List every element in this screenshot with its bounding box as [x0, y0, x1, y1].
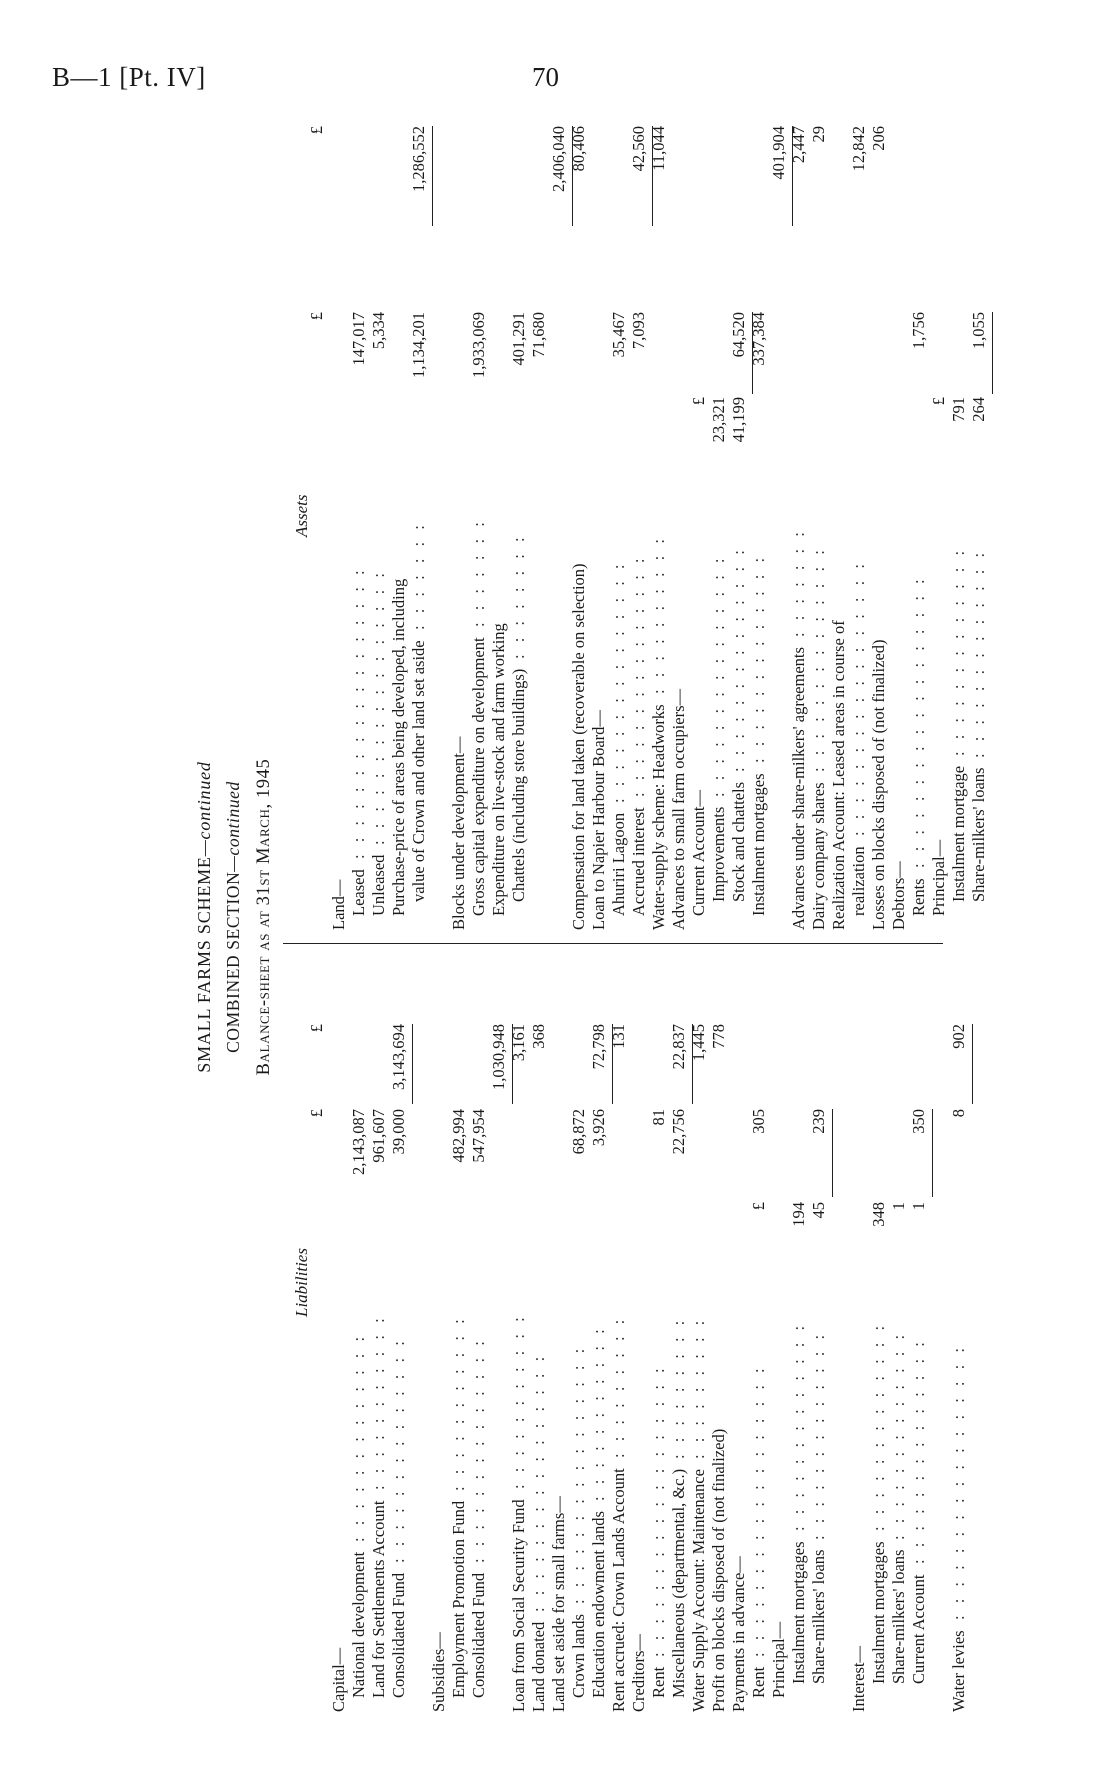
liab-label: Profit on blocks disposed of (not finalized)	[709, 1428, 728, 1712]
asset-label: Rents	[909, 878, 928, 916]
balance-sheet	[194, 122, 988, 1712]
liab-amount-c3: 22,837	[669, 1024, 688, 1070]
asset-label: Chattels (including store buildings)	[509, 668, 528, 902]
asset-amount-c2: 1,933,069	[469, 312, 488, 378]
asset-row	[831, 122, 851, 1712]
asset-leader-dots: : : : : : : : : : : : : : : : : :	[369, 569, 388, 845]
liab-currency-c3: £	[307, 1024, 326, 1033]
liab-leader-dots: : : : : : : : : : : : : :	[869, 1321, 888, 1531]
asset-label: Unleased	[369, 854, 388, 916]
asset-row	[491, 122, 511, 1712]
liab-label: Instalment mortgages	[869, 1541, 888, 1684]
liab-leader-dots: : : : : : : : : : : : : : : : :	[569, 1344, 588, 1604]
asset-amount-c4: 401,904	[769, 126, 788, 180]
asset-label: Instalment mortgages	[749, 773, 768, 916]
liab-leader-dots: : : : : : : : : : : : : : : : : : :	[749, 1364, 768, 1657]
asset-label: Dairy company shares	[809, 782, 828, 930]
liab-leader-dots: : : : : : : : : : : : : : : : :	[529, 1352, 548, 1612]
asset-currency-c2: £	[307, 312, 326, 321]
liab-label: Miscellaneous (departmental, &c.)	[669, 1468, 688, 1698]
liab-amount-c2: 305	[749, 1109, 768, 1134]
asset-row	[911, 122, 931, 1712]
asset-leader-dots: : : : : : : : :	[509, 533, 528, 659]
liab-leader-dots: : : : : : : : : : : :	[369, 1314, 388, 1490]
asset-row	[931, 122, 951, 1712]
liab-leader-dots: : : : : : : : : : : : : : : : : : :	[649, 1364, 668, 1657]
asset-label: Land—	[329, 879, 348, 930]
asset-leader-dots: : : : : : : : : : : : : : : : : :	[849, 560, 868, 836]
asset-row	[431, 122, 451, 1712]
asset-row	[511, 122, 531, 1712]
liab-amount-c2: 547,954	[469, 1109, 488, 1163]
asset-label: Improvements	[709, 806, 728, 902]
asset-row	[751, 122, 771, 1712]
asset-row	[391, 122, 411, 1712]
liab-label: Instalment mortgages	[789, 1541, 808, 1684]
asset-leader-dots: : : : : : : : : : : : : :	[749, 553, 768, 763]
liab-leader-dots: : : : : : : : : : : : : : : : : :	[949, 1344, 968, 1620]
asset-leader-dots: : : : : : : : : : :	[649, 535, 668, 694]
liab-leader-dots: : : : : : : : : : : :	[449, 1315, 468, 1491]
liab-leader-dots: : : : : : : : : :	[689, 1316, 708, 1459]
asset-leader-dots: : : : : : : : : : : : : : : :	[629, 554, 648, 797]
scheme-title-text: SMALL FARMS SCHEME	[194, 856, 214, 1073]
asset-label: Loan to Napier Harbour Board—	[589, 710, 608, 930]
asset-label: Compensation for land taken (recoverable on selection)	[569, 563, 588, 930]
section-title	[225, 122, 243, 1712]
asset-label: realization	[849, 846, 868, 916]
liab-label: Capital—	[329, 1647, 348, 1712]
asset-amount-c1: 23,321	[709, 397, 728, 443]
liab-label: Education endowment lands	[589, 1511, 608, 1698]
asset-amount-c2: 64,520	[729, 312, 748, 358]
page-number: 70	[532, 62, 559, 92]
asset-label: Leased	[349, 869, 368, 916]
asset-label: Principal—	[929, 839, 948, 916]
asset-amount-c4: 12,842	[849, 126, 868, 172]
liab-amount-c3: 902	[949, 1024, 968, 1049]
liab-label: Current Account	[909, 1574, 928, 1684]
asset-label: Advances under share-milkers' agreements	[789, 647, 808, 930]
asset-label: Realization Account: Leased areas in course of	[829, 620, 848, 930]
asset-amount-c1: 264	[969, 397, 988, 422]
liab-label: Interest—	[849, 1646, 868, 1712]
liab-amount-c2: 961,607	[369, 1109, 388, 1163]
asset-row	[951, 122, 971, 1712]
asset-amount-c4: 42,560	[629, 126, 648, 172]
asset-leader-dots: : : : : : : :	[469, 518, 488, 627]
asset-leader-dots: : : : : : : : : : : : : :	[969, 548, 988, 758]
liab-amount-c3: 3,161	[509, 1024, 528, 1062]
liab-leader-dots: : : : : : : : : :	[669, 1316, 688, 1459]
asset-amount-c2: 7,093	[629, 312, 648, 350]
asset-row	[691, 122, 711, 1712]
asset-row	[371, 122, 391, 1712]
liab-amount-c1: 348	[869, 1202, 888, 1227]
liab-label: National development	[349, 1551, 368, 1698]
report-reference: B—1 [Pt. IV]	[52, 62, 206, 92]
scheme-title-suffix: —continued	[194, 761, 214, 857]
asset-row	[711, 122, 731, 1712]
liab-currency-c2: £	[307, 1109, 326, 1118]
asset-row	[411, 122, 431, 1712]
asset-amount-c2: 1,756	[909, 312, 928, 350]
asset-row	[631, 122, 651, 1712]
liab-label: Employment Promotion Fund	[449, 1500, 468, 1698]
liab-amount-c3: 1,030,948	[489, 1024, 508, 1090]
liab-label: Land donated	[529, 1621, 548, 1712]
section-title-suffix: —continued	[223, 781, 243, 872]
liab-label: Principal—	[769, 1621, 788, 1698]
balance-sheet-title: Balance-sheet as at 31st March, 1945	[254, 758, 274, 1076]
asset-row	[531, 122, 551, 1712]
liab-amount-c2: 8	[949, 1109, 968, 1118]
asset-row	[871, 122, 891, 1712]
liab-amount-c2: 3,926	[589, 1109, 608, 1147]
asset-amount-c1: 791	[949, 397, 968, 422]
liab-label: Water Supply Account: Maintenance	[689, 1469, 708, 1712]
asset-amount-c2: 5,334	[369, 312, 388, 350]
asset-row	[671, 122, 691, 1712]
asset-row	[811, 122, 831, 1712]
liab-leader-dots: : : : : : : : : : : : : : :	[389, 1337, 408, 1563]
liab-amount-c3: 368	[529, 1024, 548, 1049]
asset-amount-c4: 29	[809, 126, 828, 143]
asset-amount-c4: 2,406,040	[549, 126, 568, 192]
asset-row	[971, 122, 991, 1712]
asset-label: Advances to small farm occupiers—	[669, 688, 688, 930]
asset-amount-c4: 206	[869, 126, 888, 151]
asset-label: Debtors—	[889, 861, 908, 930]
liab-amount-c2: 482,994	[449, 1109, 468, 1163]
asset-amount-c1: £	[689, 397, 708, 406]
assets-heading: Assets	[292, 494, 311, 537]
asset-label: Gross capital expenditure on development	[469, 637, 488, 916]
liab-leader-dots: : : : : : : : : : : :	[589, 1325, 608, 1501]
liab-leader-dots: : : : : : : : : :	[609, 1315, 628, 1458]
asset-row	[331, 122, 351, 1712]
titles	[195, 122, 305, 1712]
asset-amount-c4: 80,406	[569, 126, 588, 172]
liab-leader-dots: : : : : : : : : : : :	[509, 1313, 528, 1489]
liab-label: Consolidated Fund	[389, 1572, 408, 1698]
liab-amount-c2: 350	[909, 1109, 928, 1134]
liab-amount-c1: 194	[789, 1202, 808, 1227]
liabilities-heading: Liabilities	[292, 1248, 311, 1317]
liab-label: Crown lands	[569, 1614, 588, 1698]
liab-amount-c2: 68,872	[569, 1109, 588, 1155]
asset-row	[791, 122, 811, 1712]
liab-label: Land for Settlements Account	[369, 1500, 388, 1698]
liab-label: Rent	[649, 1666, 668, 1698]
liab-label: Share-milkers' loans	[809, 1549, 828, 1684]
liab-leader-dots: : : : : : : : : : : : : : :	[469, 1337, 488, 1563]
asset-label: Ahuriri Lagoon	[609, 812, 628, 916]
asset-amount-c1: £	[929, 397, 948, 406]
scheme-title	[195, 122, 213, 1712]
asset-currency-c4: £	[307, 126, 326, 135]
asset-leader-dots: : : : : : : : : : : : : : : :	[709, 554, 728, 797]
asset-row	[731, 122, 751, 1712]
asset-amount-c2: 71,680	[529, 312, 548, 358]
asset-amount-c2: 35,467	[609, 312, 628, 358]
asset-amount-c4: 2,447	[789, 126, 808, 164]
liab-label: Loan from Social Security Fund	[509, 1499, 528, 1712]
asset-label: Expenditure on live-stock and farm working	[489, 623, 508, 916]
asset-row	[591, 122, 611, 1712]
asset-leader-dots: : : : : : : :	[789, 528, 808, 637]
asset-label: Water-supply scheme: Headworks	[649, 704, 668, 930]
asset-amount-c4: 11,044	[649, 126, 668, 171]
page-header	[52, 62, 559, 106]
asset-leader-dots: : : : : : : : : : : : : : :	[809, 546, 828, 772]
liab-leader-dots: : : : : : : : : : : : : :	[349, 1332, 368, 1542]
liab-label: Subsidies—	[429, 1632, 448, 1712]
asset-total-rule	[992, 312, 993, 394]
asset-leader-dots: : : : : : : : : : : : : : : : : : :	[909, 575, 928, 868]
asset-row	[571, 122, 591, 1712]
asset-label: Blocks under development—	[449, 736, 468, 930]
asset-row	[851, 122, 871, 1712]
liab-label: Payments in advance—	[729, 1556, 748, 1712]
asset-amount-c2: 1,134,201	[409, 312, 428, 378]
asset-amount-c2: 337,384	[749, 312, 768, 366]
liab-amount-c3: 778	[709, 1024, 728, 1049]
liab-leader-dots: : : : : : : : : : : : : : :	[909, 1338, 928, 1564]
liab-label: Land set aside for small farms—	[549, 1496, 568, 1712]
asset-row	[451, 122, 471, 1712]
liab-amount-c1: 1	[909, 1202, 928, 1211]
asset-label: Instalment mortgage	[949, 765, 968, 902]
asset-leader-dots: : : : : : : : : : : : : : : :	[609, 560, 628, 803]
liab-amount-c1: £	[749, 1202, 768, 1211]
liab-amount-c2: 81	[649, 1109, 668, 1126]
liab-amount-c1: 1	[889, 1202, 908, 1211]
liab-amount-c3: 131	[609, 1024, 628, 1049]
asset-label: Losses on blocks disposed of (not finalized)	[869, 639, 888, 930]
liab-amount-c2: 22,756	[669, 1109, 688, 1155]
liab-amount-c3: 1,445	[689, 1024, 708, 1062]
asset-label: Current Account—	[689, 789, 708, 916]
liab-leader-dots: : : : : : : : : : : : : :	[809, 1330, 828, 1540]
asset-amount-c1: 41,199	[729, 397, 748, 443]
asset-label: Stock and chattels	[729, 781, 748, 902]
asset-row	[771, 122, 791, 1712]
liab-leader-dots: : : : : : : : : : : : : :	[789, 1321, 808, 1531]
liab-amount-c1: 45	[809, 1202, 828, 1219]
asset-row	[471, 122, 491, 1712]
liab-amount-c3: 72,798	[589, 1024, 608, 1070]
asset-amount-c2: 401,291	[509, 312, 528, 366]
asset-row	[351, 122, 371, 1712]
section-title-text: COMBINED SECTION	[223, 871, 243, 1053]
asset-label: value of Crown and other land set aside	[409, 640, 428, 902]
liab-amount-c2: 239	[809, 1109, 828, 1134]
asset-amount-c2: 1,055	[969, 312, 988, 350]
asset-label: Share-milkers' loans	[969, 767, 988, 902]
asset-amount-c2: 147,017	[349, 312, 368, 366]
liab-leader-dots: : : : : : : : : : : : : :	[889, 1330, 908, 1540]
asset-row	[611, 122, 631, 1712]
asset-leader-dots: : : : : : : : : : : : : : :	[729, 546, 748, 772]
asset-leader-dots: : : : : : : :	[409, 521, 428, 630]
asset-row	[551, 122, 571, 1712]
liab-label: Water levies	[949, 1630, 968, 1712]
liab-amount-c2: 39,000	[389, 1109, 408, 1155]
asset-leader-dots: : : : : : : : : : : : : :	[949, 546, 968, 756]
liab-label: Rent	[749, 1666, 768, 1698]
liab-label: Creditors—	[629, 1634, 648, 1712]
asset-row	[891, 122, 911, 1712]
liab-label: Rent accrued: Crown Lands Account	[609, 1468, 628, 1712]
liab-amount-c3: 3,143,694	[389, 1024, 408, 1090]
asset-amount-c4: 1,286,552	[409, 126, 428, 192]
liab-label: Share-milkers' loans	[889, 1549, 908, 1684]
asset-leader-dots: : : : : : : : : : : : : : : : : : :	[349, 566, 368, 859]
asset-row	[651, 122, 671, 1712]
asset-label: Accrued interest	[629, 807, 648, 916]
liab-label: Consolidated Fund	[469, 1572, 488, 1698]
liab-amount-c2: 2,143,087	[349, 1109, 368, 1175]
asset-label: Purchase-price of areas being developed, including	[389, 578, 408, 916]
